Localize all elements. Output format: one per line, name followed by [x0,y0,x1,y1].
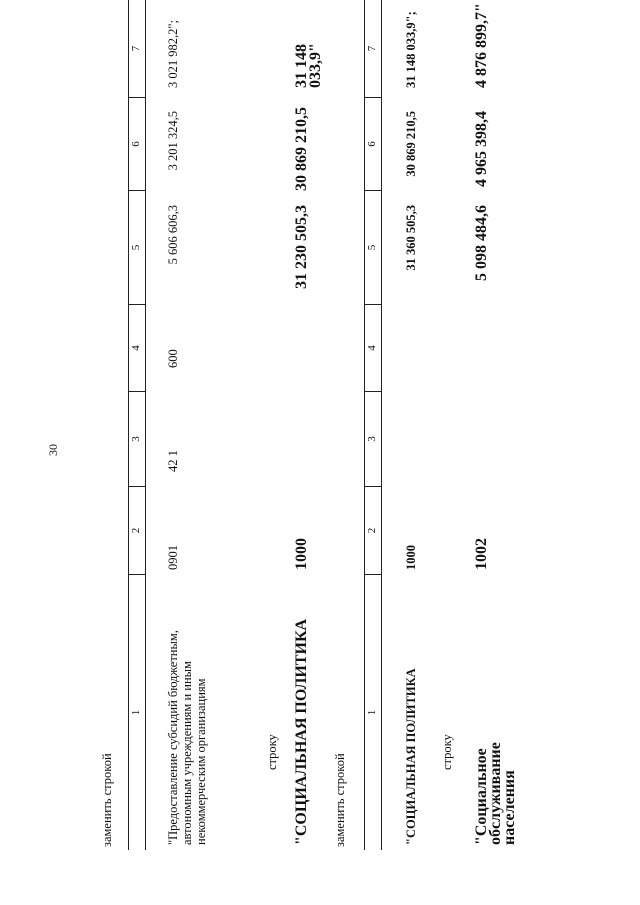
row-target-code: 42 1 [166,450,180,472]
column-header-3: 3 [364,392,381,487]
row-section-code: 1000 [293,538,310,570]
row-value-7: 31 148 033,9" [293,43,324,88]
budget-table-1 [128,0,278,850]
replace-with-line-label: заменить строкой [100,753,114,847]
row-value-6: 30 869 210,5 [404,111,418,177]
column-header-2: 2 [128,487,145,575]
row-value-7: 31 148 033,9"; [404,11,418,88]
column-header-6: 6 [128,98,145,191]
row-value-6: 3 201 324,5 [166,111,180,171]
row-value-5: 5 606 606,3 [166,205,180,265]
table-header-row [128,0,145,850]
table-header-border [145,0,146,850]
row-name: "Предоставление субсидий бюджетным, автономным учреждениям и иным некоммерческим организациям [166,630,208,845]
row-name: "Социальное обслуживание населения [473,742,518,845]
table-header-row [364,0,381,850]
column-header-4: 4 [128,305,145,392]
row-section-code: 1000 [404,545,418,570]
table-header-border [381,0,382,850]
row-value-7: 3 021 982,2"; [166,20,180,88]
column-header-5: 5 [128,191,145,305]
row-section-code: 1002 [473,538,490,570]
column-header-2: 2 [364,487,381,575]
column-header-6: 6 [364,98,381,191]
column-header-7: 7 [364,0,381,98]
row-value-5: 31 230 505,3 [293,205,310,289]
row-section-code: 0901 [166,545,180,570]
line-label: строку [440,734,454,770]
column-header-1: 1 [130,709,142,716]
column-header-3: 3 [128,392,145,487]
line-label: строку [265,734,279,770]
row-value-6: 30 869 210,5 [293,107,310,191]
page-number: 30 [46,444,60,456]
row-value-5: 5 098 484,6 [473,205,490,281]
column-header-4: 4 [364,305,381,392]
row-value-5: 31 360 505,3 [404,205,418,271]
row-value-7: 4 876 899,7" [473,3,490,88]
row-name: "СОЦИАЛЬНАЯ ПОЛИТИКА [404,668,418,845]
column-header-5: 5 [364,191,381,305]
row-name: "СОЦИАЛЬНАЯ ПОЛИТИКА [293,618,310,845]
column-header-1: 1 [366,709,378,716]
column-header-7: 7 [128,0,145,98]
row-value-6: 4 965 398,4 [473,111,490,187]
row-expense-kind: 600 [166,349,180,368]
replace-with-line-label: заменить строкой [333,753,347,847]
